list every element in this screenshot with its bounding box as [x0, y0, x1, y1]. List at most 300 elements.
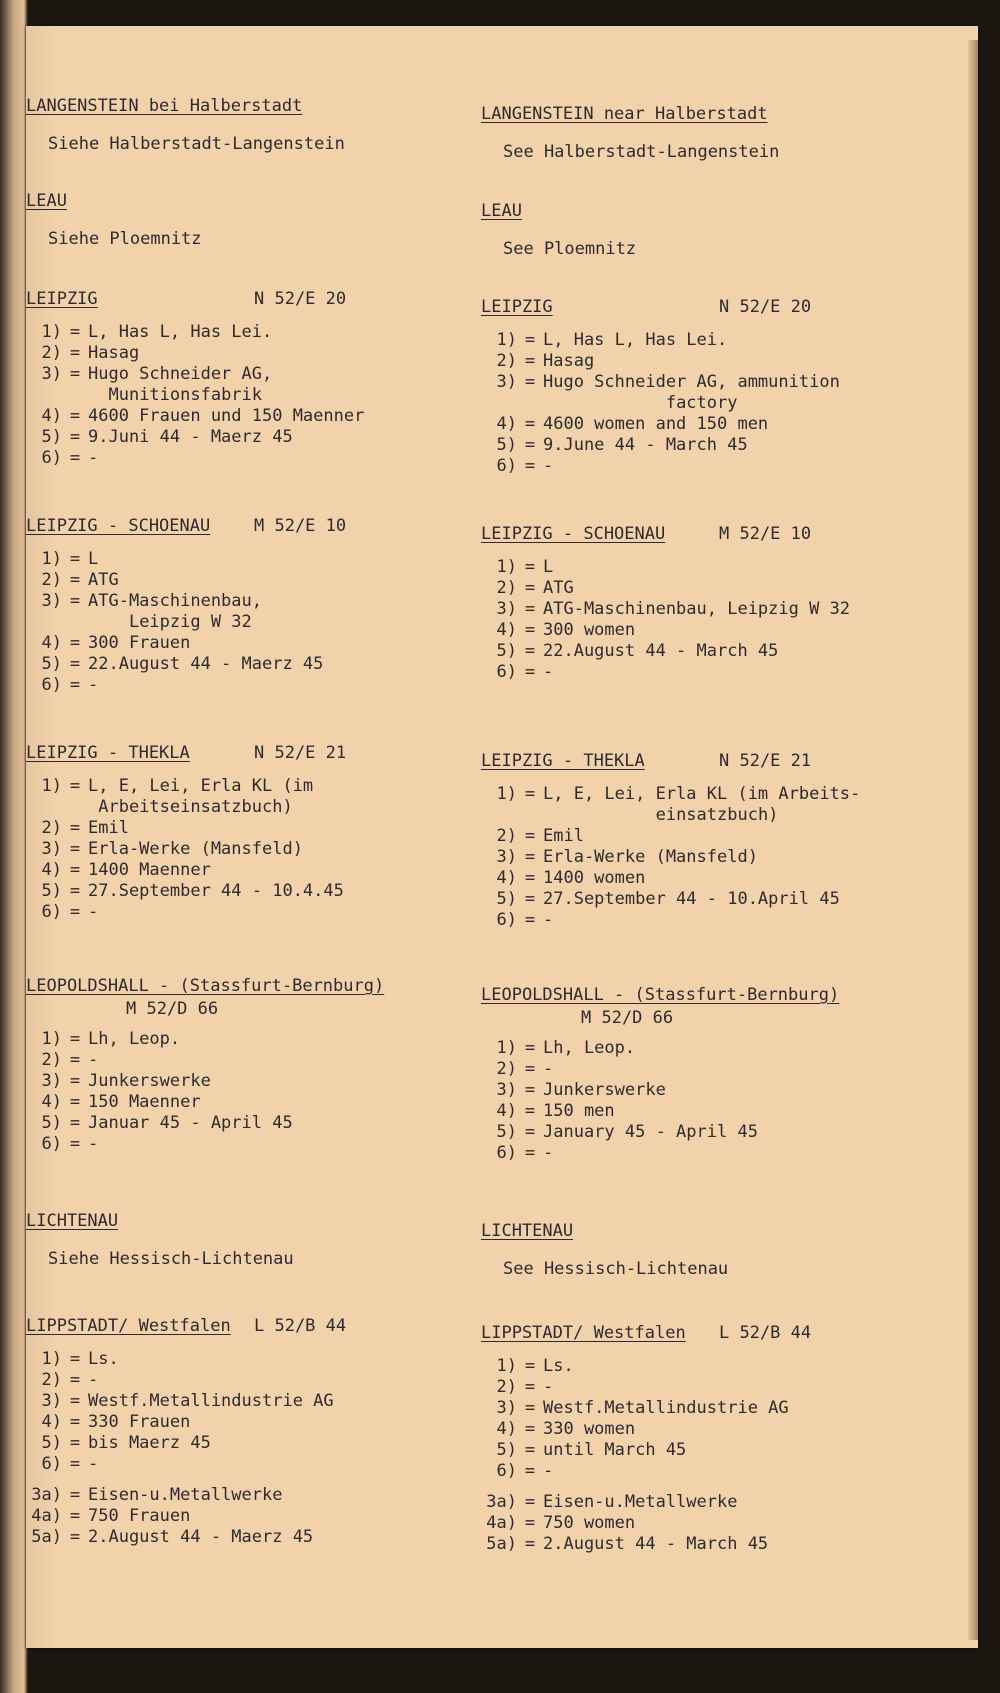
entry-heading: [481, 750, 961, 774]
equals-sign: =: [69, 1134, 81, 1154]
item-value: Eisen-u.Metallwerke: [543, 1492, 738, 1512]
item-value: 4600 Frauen und 150 Maenner: [88, 406, 365, 426]
equals-sign: =: [524, 1513, 536, 1533]
equals-sign: =: [69, 1370, 81, 1390]
detail-line: [26, 1454, 466, 1475]
item-number: 5a): [31, 1527, 62, 1547]
item-number: 3): [496, 599, 517, 619]
item-value: 27.September 44 - 10.4.45: [88, 881, 344, 901]
item-value: -: [543, 1377, 554, 1397]
entry-details: [481, 1356, 961, 1555]
entry-heading: [26, 190, 466, 214]
item-number: 1): [41, 549, 62, 569]
equals-sign: =: [69, 1527, 81, 1547]
detail-line: [481, 1419, 961, 1440]
place-name: LICHTENAU: [481, 1221, 574, 1241]
entry-details: [481, 557, 961, 683]
cross-reference: Siehe Ploemnitz: [48, 229, 202, 249]
entry-details: [481, 330, 961, 477]
item-number: 4a): [31, 1506, 62, 1526]
item-value: 750 women: [543, 1513, 636, 1533]
item-number: 2): [496, 1059, 517, 1079]
item-value: 300 Frauen: [88, 633, 191, 653]
item-value: 2.August 44 - Maerz 45: [88, 1527, 314, 1547]
detail-line: [26, 322, 466, 343]
entry-leau: [26, 190, 466, 250]
detail-line: [26, 633, 466, 654]
entry-details: [26, 549, 466, 696]
equals-sign: =: [524, 330, 536, 350]
detail-line: [26, 1527, 466, 1548]
cross-reference: See Hessisch-Lichtenau: [503, 1259, 729, 1279]
place-name: LIPPSTADT/ Westfalen: [481, 1323, 686, 1343]
detail-line: [481, 414, 961, 435]
item-number: 6): [41, 675, 62, 695]
equals-sign: =: [69, 1454, 81, 1474]
item-number: 2): [41, 1050, 62, 1070]
detail-line: [26, 1092, 466, 1113]
item-number: 3): [41, 1071, 62, 1091]
equals-sign: =: [69, 343, 81, 363]
item-value: Hasag: [88, 343, 140, 363]
place-name: LEIPZIG - THEKLA: [481, 751, 645, 771]
map-code: M 52/E 10: [719, 524, 812, 544]
item-number: 5): [496, 889, 517, 909]
item-value: L: [543, 557, 554, 577]
item-number: 1): [496, 1038, 517, 1058]
detail-line: [481, 557, 961, 578]
entry-heading: [26, 515, 466, 539]
item-number: 1): [41, 1349, 62, 1369]
detail-line: [481, 1398, 961, 1419]
map-code: N 52/E 21: [719, 751, 812, 771]
detail-line: [481, 1101, 961, 1122]
equals-sign: =: [69, 860, 81, 880]
item-value: 300 women: [543, 620, 636, 640]
item-value: -: [88, 1370, 99, 1390]
equals-sign: =: [524, 1440, 536, 1460]
entry-lichtenau: [26, 1210, 466, 1270]
item-number: 2): [496, 1377, 517, 1397]
item-value: Januar 45 - April 45: [88, 1113, 293, 1133]
entry-leipzig: [481, 296, 961, 477]
equals-sign: =: [524, 435, 536, 455]
item-number: 2): [41, 343, 62, 363]
detail-line: [481, 662, 961, 683]
detail-line: [26, 1134, 466, 1155]
entry-heading: [26, 95, 466, 119]
item-value: -: [543, 1059, 554, 1079]
item-value: Emil: [543, 826, 584, 846]
equals-sign: =: [69, 1071, 81, 1091]
item-number: 3): [496, 372, 517, 392]
place-name: LEOPOLDSHALL - (Stassfurt-Bernburg): [481, 985, 840, 1005]
equals-sign: =: [524, 1038, 536, 1058]
equals-sign: =: [69, 591, 81, 611]
equals-sign: =: [524, 1356, 536, 1376]
equals-sign: =: [524, 1492, 536, 1512]
detail-line: [481, 1080, 961, 1101]
equals-sign: =: [69, 448, 81, 468]
item-value: bis Maerz 45: [88, 1433, 211, 1453]
map-code: N 52/E 21: [254, 743, 347, 763]
item-value: -: [88, 1134, 99, 1154]
place-name: LEIPZIG: [481, 297, 553, 317]
equals-sign: =: [69, 1391, 81, 1411]
detail-line: [481, 847, 961, 868]
map-code: L 52/B 44: [719, 1323, 812, 1343]
item-value: -: [543, 662, 554, 682]
item-value: -: [543, 456, 554, 476]
item-number: 4): [41, 1092, 62, 1112]
equals-sign: =: [69, 1433, 81, 1453]
item-number: 4): [496, 1419, 517, 1439]
item-value: Westf.Metallindustrie AG: [88, 1391, 334, 1411]
entry-leipzig-schoenau: [481, 523, 961, 683]
item-value: L, Has L, Has Lei.: [88, 322, 273, 342]
equals-sign: =: [524, 662, 536, 682]
item-value: 1400 women: [543, 868, 646, 888]
entry-lippstadt-westfalen: [481, 1322, 961, 1555]
equals-sign: =: [69, 1113, 81, 1133]
item-number: 2): [41, 570, 62, 590]
map-code: M 52/D 66: [581, 1008, 674, 1028]
item-number: 1): [496, 784, 517, 804]
item-number: 3): [41, 1391, 62, 1411]
detail-line: [481, 826, 961, 847]
item-value: ATG-Maschinenbau, Leipzig W 32: [543, 599, 851, 619]
equals-sign: =: [524, 910, 536, 930]
entry-heading: [481, 523, 961, 547]
detail-line: [26, 1071, 466, 1092]
detail-line: [26, 1050, 466, 1071]
item-value: -: [88, 1050, 99, 1070]
item-value: 330 Frauen: [88, 1412, 191, 1432]
equals-sign: =: [69, 322, 81, 342]
item-value: Hasag: [543, 351, 595, 371]
item-value: ATG: [88, 570, 119, 590]
detail-line: [481, 641, 961, 662]
equals-sign: =: [69, 654, 81, 674]
detail-line: [481, 1143, 961, 1164]
item-number: 4): [41, 860, 62, 880]
equals-sign: =: [524, 826, 536, 846]
item-value: 9.Juni 44 - Maerz 45: [88, 427, 293, 447]
equals-sign: =: [524, 1080, 536, 1100]
map-code: N 52/E 20: [254, 289, 347, 309]
entry-heading: [26, 742, 466, 766]
detail-line: [481, 599, 961, 620]
equals-sign: =: [69, 406, 81, 426]
item-value: 22.August 44 - March 45: [543, 641, 779, 661]
detail-line: [481, 1122, 961, 1143]
equals-sign: =: [69, 549, 81, 569]
detail-line: [481, 620, 961, 641]
detail-line: [481, 868, 961, 889]
item-number: 6): [496, 910, 517, 930]
equals-sign: =: [524, 456, 536, 476]
equals-sign: =: [69, 881, 81, 901]
detail-line: [26, 1433, 466, 1454]
item-value: -: [88, 448, 99, 468]
cross-reference: See Halberstadt-Langenstein: [503, 142, 780, 162]
entry-lichtenau: [481, 1220, 961, 1280]
item-number: 6): [41, 902, 62, 922]
item-number: 5): [41, 1433, 62, 1453]
detail-line: [26, 839, 466, 860]
equals-sign: =: [524, 1534, 536, 1554]
equals-sign: =: [524, 641, 536, 661]
equals-sign: =: [524, 1419, 536, 1439]
item-number: 2): [41, 818, 62, 838]
map-code: M 52/D 66: [126, 999, 219, 1019]
equals-sign: =: [69, 1050, 81, 1070]
detail-line: [26, 1113, 466, 1134]
entry-leipzig-thekla: [481, 750, 961, 931]
spacer: [26, 1475, 466, 1485]
equals-sign: =: [69, 570, 81, 590]
item-value: ATG: [543, 578, 574, 598]
place-name: LEIPZIG - THEKLA: [26, 743, 190, 763]
item-value: -: [88, 1454, 99, 1474]
place-name: LICHTENAU: [26, 1211, 119, 1231]
item-value: -: [543, 910, 554, 930]
item-value: L, E, Lei, Erla KL (im Arbeitseinsatzbuch): [88, 776, 314, 817]
entry-details: [26, 1029, 466, 1155]
detail-line: [26, 406, 466, 427]
detail-line: [481, 1377, 961, 1398]
equals-sign: =: [69, 633, 81, 653]
item-value: 4600 women and 150 men: [543, 414, 769, 434]
map-code: N 52/E 20: [719, 297, 812, 317]
detail-line: [481, 784, 961, 826]
detail-line: [26, 448, 466, 469]
detail-line: [26, 675, 466, 696]
equals-sign: =: [524, 1143, 536, 1163]
item-number: 2): [496, 826, 517, 846]
place-name: LEAU: [481, 201, 522, 221]
equals-sign: =: [524, 847, 536, 867]
cross-reference: See Ploemnitz: [503, 239, 637, 259]
item-number: 3): [496, 1398, 517, 1418]
item-number: 5): [496, 1122, 517, 1142]
entry-leipzig-schoenau: [26, 515, 466, 696]
item-value: 2.August 44 - March 45: [543, 1534, 769, 1554]
detail-line: [481, 1059, 961, 1080]
equals-sign: =: [69, 839, 81, 859]
place-name: LANGENSTEIN bei Halberstadt: [26, 96, 303, 116]
cross-reference: Siehe Halberstadt-Langenstein: [48, 134, 345, 154]
entry-heading: [481, 1220, 961, 1244]
item-value: -: [543, 1143, 554, 1163]
equals-sign: =: [69, 427, 81, 447]
detail-line: [26, 1391, 466, 1412]
equals-sign: =: [524, 620, 536, 640]
item-number: 3a): [486, 1492, 517, 1512]
entry-details: [26, 1349, 466, 1548]
equals-sign: =: [524, 1059, 536, 1079]
item-number: 3): [496, 1080, 517, 1100]
item-value: Westf.Metallindustrie AG: [543, 1398, 789, 1418]
item-value: 22.August 44 - Maerz 45: [88, 654, 324, 674]
item-number: 3): [41, 591, 62, 611]
item-number: 1): [496, 557, 517, 577]
item-number: 6): [496, 1143, 517, 1163]
detail-line: [26, 1412, 466, 1433]
item-value: 27.September 44 - 10.April 45: [543, 889, 840, 909]
entry-details: [481, 1038, 961, 1164]
item-value: Junkerswerke: [88, 1071, 211, 1091]
map-code: L 52/B 44: [254, 1316, 347, 1336]
detail-line: [481, 1440, 961, 1461]
equals-sign: =: [69, 818, 81, 838]
detail-line: [26, 1485, 466, 1506]
entry-details: [26, 776, 466, 923]
entry-heading: [481, 200, 961, 224]
item-value: L, Has L, Has Lei.: [543, 330, 728, 350]
item-number: 6): [496, 662, 517, 682]
item-number: 6): [496, 1461, 517, 1481]
item-number: 5): [496, 435, 517, 455]
equals-sign: =: [524, 578, 536, 598]
detail-line: [26, 654, 466, 675]
detail-line: [481, 330, 961, 351]
equals-sign: =: [69, 1412, 81, 1432]
item-value: Emil: [88, 818, 129, 838]
item-number: 5): [496, 641, 517, 661]
detail-line: [481, 578, 961, 599]
item-number: 1): [41, 1029, 62, 1049]
detail-line: [481, 1356, 961, 1377]
item-value: 150 Maenner: [88, 1092, 201, 1112]
equals-sign: =: [524, 372, 536, 392]
item-number: 4): [41, 406, 62, 426]
item-number: 2): [496, 351, 517, 371]
detail-line: [26, 591, 466, 633]
detail-line: [26, 1506, 466, 1527]
equals-sign: =: [524, 868, 536, 888]
equals-sign: =: [524, 557, 536, 577]
equals-sign: =: [524, 599, 536, 619]
item-value: L: [88, 549, 99, 569]
item-number: 4): [496, 868, 517, 888]
equals-sign: =: [69, 364, 81, 384]
detail-line: [26, 570, 466, 591]
entry-lippstadt-westfalen: [26, 1315, 466, 1548]
place-name: LANGENSTEIN near Halberstadt: [481, 104, 768, 124]
entry-leau: [481, 200, 961, 260]
equals-sign: =: [524, 414, 536, 434]
detail-line: [481, 1513, 961, 1534]
item-number: 4): [496, 414, 517, 434]
item-number: 3): [41, 364, 62, 384]
entry-heading: [26, 288, 466, 312]
equals-sign: =: [524, 889, 536, 909]
detail-line: [26, 776, 466, 818]
item-value: L, E, Lei, Erla KL (im Arbeits- einsatzbuch): [543, 784, 861, 825]
item-number: 5): [41, 654, 62, 674]
item-value: Hugo Schneider AG, ammunition factory: [543, 372, 840, 413]
equals-sign: =: [69, 776, 81, 796]
item-number: 6): [41, 1134, 62, 1154]
detail-line: [26, 343, 466, 364]
item-number: 1): [496, 330, 517, 350]
equals-sign: =: [524, 1122, 536, 1142]
item-number: 6): [41, 448, 62, 468]
item-number: 4): [41, 633, 62, 653]
detail-line: [481, 351, 961, 372]
equals-sign: =: [69, 1092, 81, 1112]
equals-sign: =: [524, 351, 536, 371]
entry-leopoldshall-stassfurt-bernburg: [481, 984, 961, 1164]
equals-sign: =: [524, 1377, 536, 1397]
equals-sign: =: [524, 784, 536, 804]
entry-leipzig: [26, 288, 466, 469]
equals-sign: =: [69, 1506, 81, 1526]
place-name: LEIPZIG: [26, 289, 98, 309]
detail-line: [26, 881, 466, 902]
place-name: LEOPOLDSHALL - (Stassfurt-Bernburg): [26, 976, 385, 996]
equals-sign: =: [69, 1029, 81, 1049]
detail-line: [26, 427, 466, 448]
entry-langenstein-bei-halberstadt: [26, 95, 466, 155]
equals-sign: =: [69, 675, 81, 695]
item-value: 750 Frauen: [88, 1506, 191, 1526]
item-value: -: [88, 902, 99, 922]
item-value: 1400 Maenner: [88, 860, 211, 880]
item-value: Lh, Leop.: [88, 1029, 181, 1049]
place-name: LEIPZIG - SCHOENAU: [481, 524, 666, 544]
item-value: ATG-Maschinenbau, Leipzig W 32: [88, 591, 262, 632]
item-value: January 45 - April 45: [543, 1122, 758, 1142]
item-number: 5a): [486, 1534, 517, 1554]
item-number: 3): [41, 839, 62, 859]
detail-line: [481, 435, 961, 456]
item-number: 6): [41, 1454, 62, 1474]
entry-details: [26, 322, 466, 469]
detail-line: [481, 1038, 961, 1059]
entry-heading: [26, 1315, 466, 1339]
item-number: 4a): [486, 1513, 517, 1533]
item-value: Ls.: [543, 1356, 574, 1376]
detail-line: [481, 1461, 961, 1482]
page-stack-edge: [968, 40, 978, 1640]
entry-langenstein-near-halberstadt: [481, 103, 961, 163]
entry-heading: [26, 1210, 466, 1234]
equals-sign: =: [69, 902, 81, 922]
item-number: 2): [496, 578, 517, 598]
item-number: 4): [496, 620, 517, 640]
item-number: 1): [496, 1356, 517, 1376]
spacer: [481, 1482, 961, 1492]
item-number: 3): [496, 847, 517, 867]
detail-line: [481, 372, 961, 414]
item-value: 330 women: [543, 1419, 636, 1439]
detail-line: [481, 1492, 961, 1513]
item-value: Eisen-u.Metallwerke: [88, 1485, 283, 1505]
map-code: M 52/E 10: [254, 516, 347, 536]
detail-line: [481, 910, 961, 931]
item-number: 2): [41, 1370, 62, 1390]
entry-details: [481, 784, 961, 931]
entry-heading: [481, 103, 961, 127]
place-name: LEIPZIG - SCHOENAU: [26, 516, 211, 536]
item-value: -: [88, 675, 99, 695]
item-value: Ls.: [88, 1349, 119, 1369]
detail-line: [26, 364, 466, 406]
entry-heading: [481, 1322, 961, 1346]
place-name: LIPPSTADT/ Westfalen: [26, 1316, 231, 1336]
